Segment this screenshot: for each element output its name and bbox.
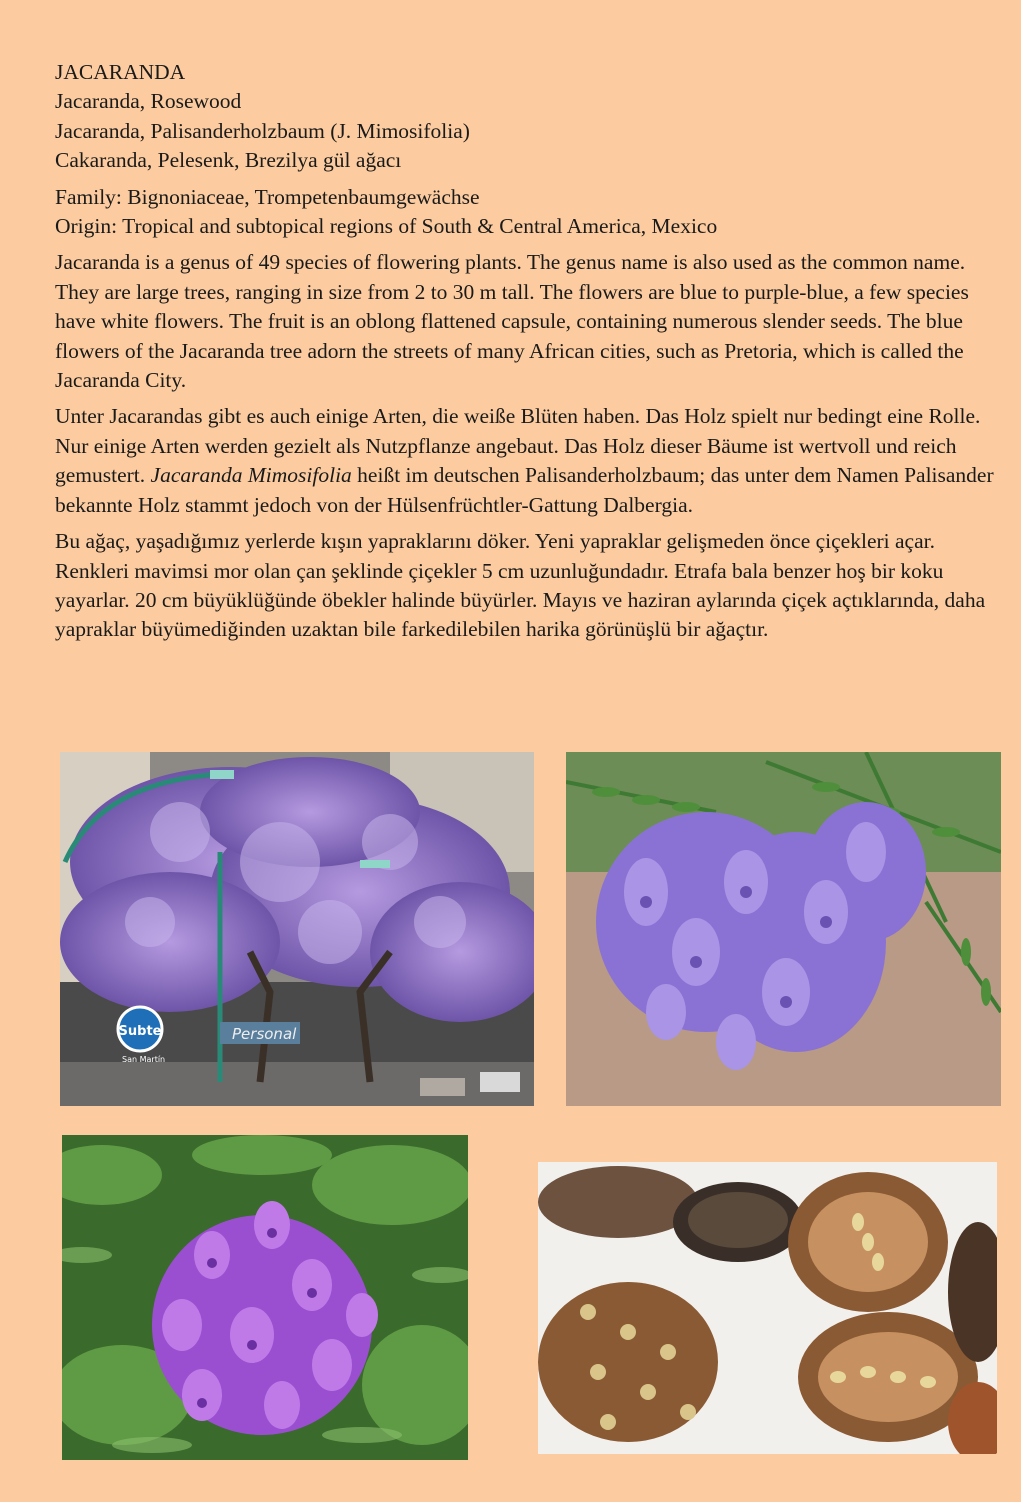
paragraph-english: Jacaranda is a genus of 49 species of flowering plants. The genus name is also used as the common name. They are large trees, ranging in size from 2 to 30 m tall. The flowers are blue to purple-blue, a few species have white flowers. The fruit is an oblong flattened capsule, containing numerous slender seeds. The blue flowers of the Jacaranda tree adorn the streets of many African cities, such as Pretoria, which is called the Jacaranda City.	[55, 250, 969, 393]
paragraph-german	[55, 402, 1005, 520]
station-sign: San Martín	[122, 1055, 166, 1064]
species-italic: Jacaranda Mimosifolia	[150, 463, 352, 488]
article-text	[55, 58, 1005, 652]
origin-line: Origin: Tropical and subtopical regions of South & Central America, Mexico	[55, 214, 718, 239]
german-text-part1: Unter Jacarandas gibt es auch einige Arten, die weiße Blüten haben. Das Holz spielt nur bedingt eine Rolle. Nur einige Arten werden gezielt als Nutzpflanze angebaut. Das Holz dieser Bäume ist wertvoll und reich gemustert.	[55, 404, 981, 488]
title-block	[55, 58, 1005, 176]
german-text-part2: heißt im deutschen Palisanderholzbaum; das unter dem Namen Palisander bekannte Holz stammt jedoch von der Hülsenfrüchtler-Gattung Dalbergia.	[55, 463, 994, 517]
store-sign: Personal	[232, 1025, 297, 1043]
paragraph-turkish: Bu ağaç, yaşadığımız yerlerde kışın yapraklarını döker. Yeni yapraklar gelişmeden önce çiçekleri açar. Renkleri mavimsi mor olan çan şeklinde çiçekler 5 cm uzunluğundadır. Etrafa bala benzer hoş bir koku yayarlar. 20 cm büyüklüğünde öbekler halinde büyürler. Mayıs ve haziran aylarında çiçek açtıklarında, daha yapraklar büyümediğinden uzaktan bile farkedilebilen harika görünüşlü bir ağaçtır.	[55, 529, 986, 642]
name-turkish: Cakaranda, Pelesenk, Brezilya gül ağacı	[55, 148, 402, 173]
seed-pods-photo	[538, 1162, 997, 1454]
page-title: JACARANDA	[55, 60, 186, 84]
family-line: Family: Bignoniaceae, Trompetenbaumgewächse	[55, 184, 480, 209]
flower-cluster-photo	[62, 1135, 468, 1460]
blossom-closeup-photo	[566, 752, 1001, 1106]
name-german: Jacaranda, Palisanderholzbaum (J. Mimosifolia)	[55, 118, 470, 143]
street-photo	[60, 752, 534, 1106]
meta-block	[55, 183, 1005, 242]
subte-sign: Subte	[118, 1024, 162, 1039]
name-english: Jacaranda, Rosewood	[55, 89, 242, 114]
